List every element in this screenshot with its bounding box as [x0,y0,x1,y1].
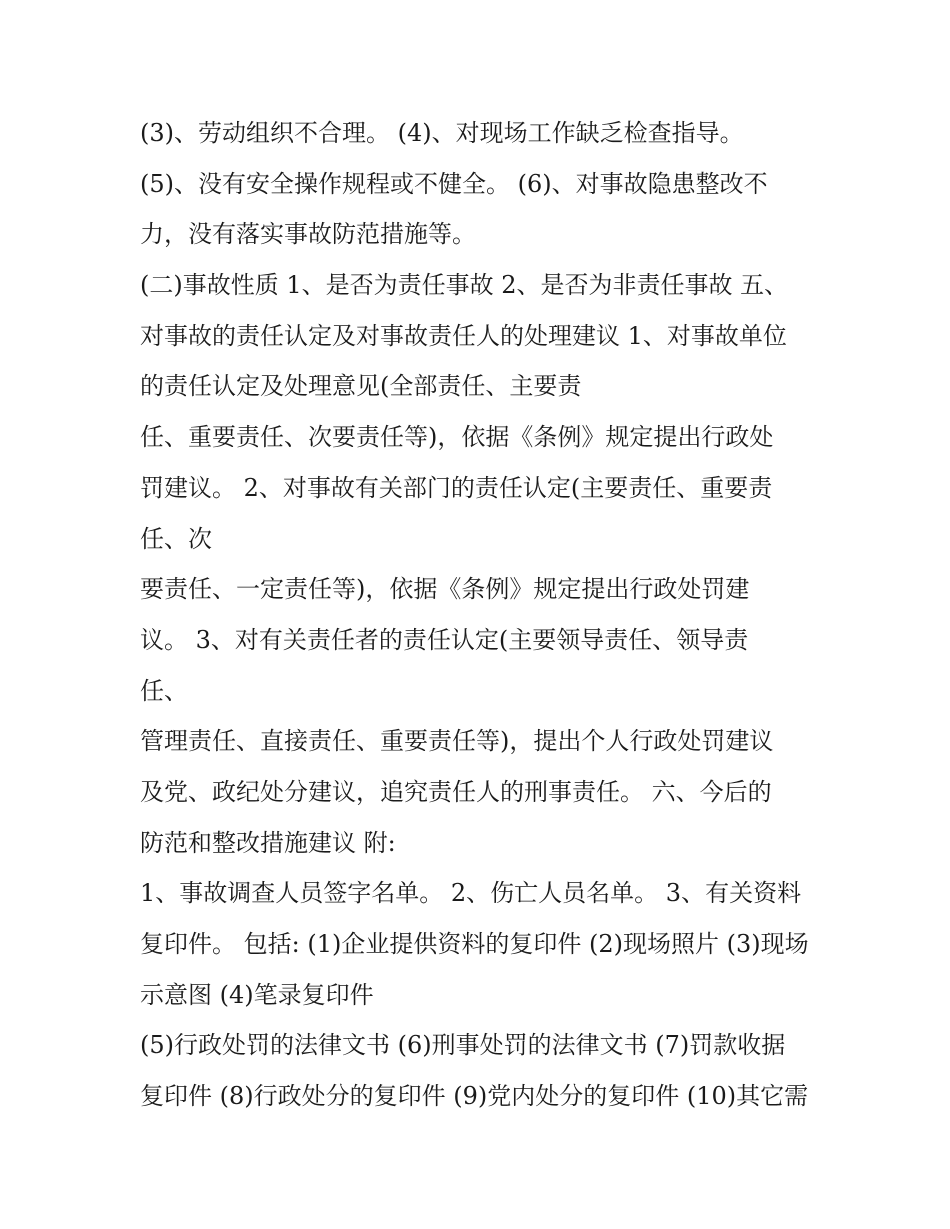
text-line: 复印件。 包括: (1)企业提供资料的复印件 (2)现场照片 (3)现场 [140,930,809,958]
text-line: 复印件 (8)行政处分的复印件 (9)党内处分的复印件 (10)其它需 [140,1082,809,1111]
text-line: 管理责任、直接责任、重要责任等)，提出个人行政处罚建议 [140,727,774,756]
text-line: 议。 3、对有关责任者的责任认定(主要领导责任、领导责 [140,625,749,654]
text-line: 任、重要责任、次要责任等)，依据《条例》规定提出行政处 [140,423,774,452]
text-line: 任、次 [140,524,212,553]
text-line: 力，没有落实事故防范措施等。 [140,220,476,249]
text-line: (二)事故性质 1、是否为责任事故 2、是否为非责任事故 五、 [140,271,789,300]
text-line: 要责任、一定责任等)，依据《条例》规定提出行政处罚建 [140,575,750,604]
text-line: 的责任认定及处理意见(全部责任、主要责 [140,372,582,401]
text-line: (5)行政处罚的法律文书 (6)刑事处罚的法律文书 (7)罚款收据 [140,1031,786,1060]
text-line: (3)、劳动组织不合理。 (4)、对现场工作缺乏检查指导。 [140,119,744,147]
text-line: (5)、没有安全操作规程或不健全。 (6)、对事故隐患整改不 [140,169,768,198]
document-body [140,108,820,1122]
text-line: 示意图 (4)笔录复印件 [140,980,374,1009]
text-line: 任、 [140,676,188,705]
text-line: 防范和整改措施建议 附: [140,828,396,857]
text-line: 1、事故调查人员签字名单。 2、伤亡人员名单。 3、有关资料 [140,879,802,908]
text-line: 罚建议。 2、对事故有关部门的责任认定(主要责任、重要责 [140,473,773,502]
text-line: 对事故的责任认定及对事故责任人的处理建议 1、对事故单位 [140,321,787,350]
text-line: 及党、政纪处分建议，追究责任人的刑事责任。 六、今后的 [140,777,772,806]
